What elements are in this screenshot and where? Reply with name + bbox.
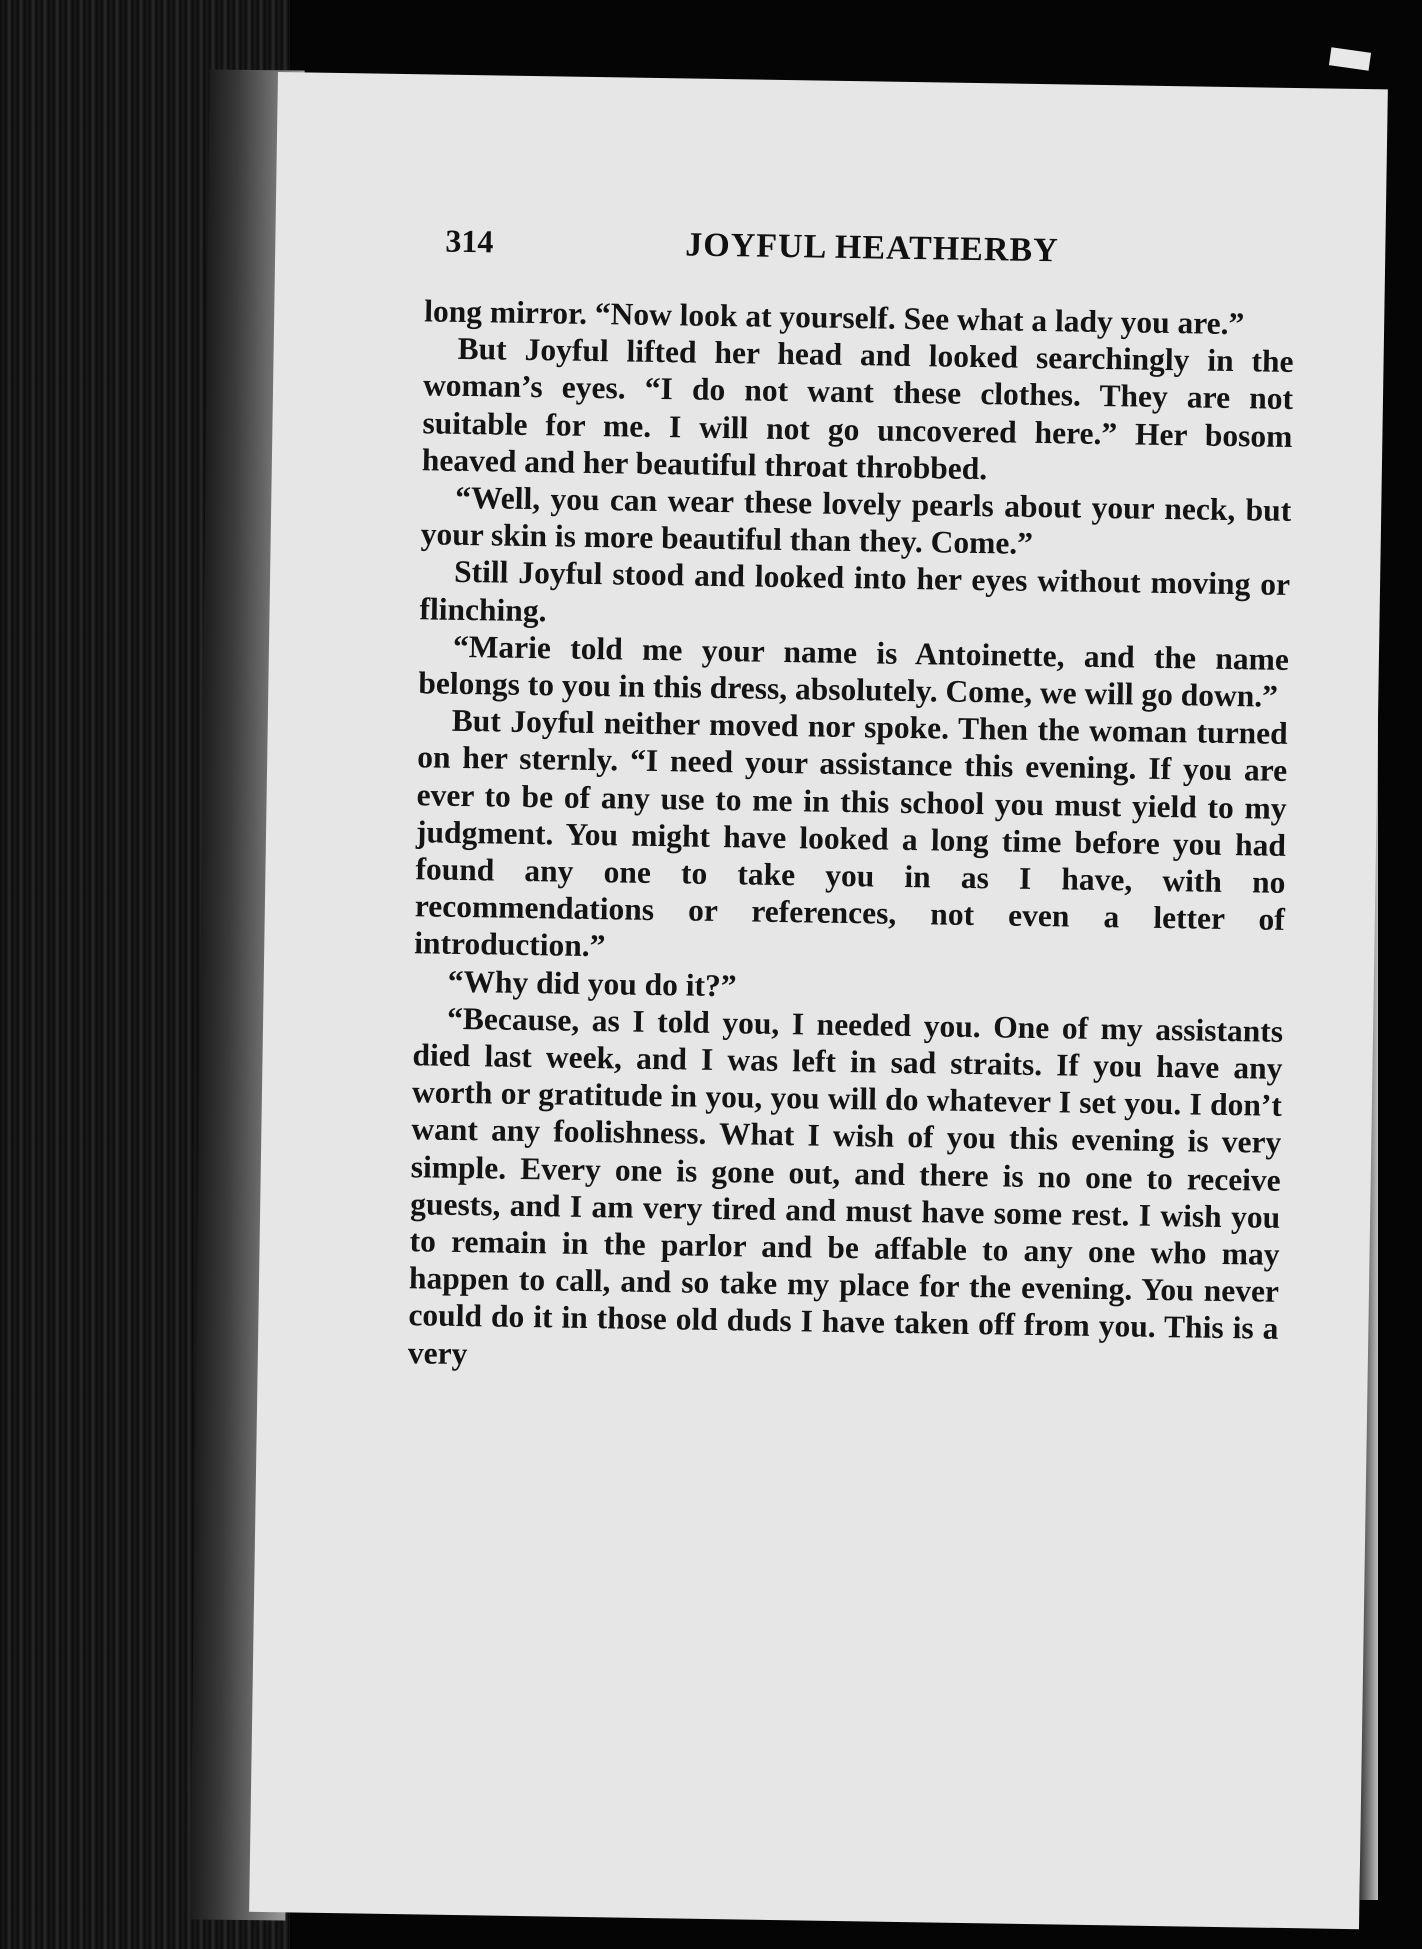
paragraph: long mirror. “Now look at yourself. See what a lady you are.” — [423, 293, 1245, 342]
paragraph: “Well, you can wear these lovely pearls about your neck, but your skin is more beautiful than they. Come.” — [420, 479, 1292, 562]
book-title: JOYFUL HEATHERBY — [685, 226, 1059, 270]
book-page — [249, 72, 1388, 1929]
paragraph: “Because, as I told you, I needed you. One of my assistants died last week, and I was left in sad straits. If you have any worth or gratitude in you, you will do whatever I set you. I don’t want any foolishness. What I wish of you this evening is very simple. Every one is gone out, and there is no one to receive guests, and I am very tired and must have some rest. I wish you to remain in the parlor and be affable to any one who may happen to call, and so take my place for the evening. You never could do it in those old duds I have taken off from you. This is a very — [407, 1000, 1284, 1371]
page-number: 314 — [445, 222, 494, 260]
running-head — [445, 223, 1276, 286]
paragraph: “Why did you do it?” — [447, 963, 737, 1003]
paragraph: But Joyful lifted her head and looked searchingly in the woman’s eyes. “I do not want these clothes. They are not suitable for me. I will not go uncovered here.” Her bosom heaved and her beautiful throat throbbed. — [421, 331, 1294, 486]
paragraph: But Joyful neither moved nor spoke. Then the woman turned on her sternly. “I need your assistance this evening. If you are ever to be of any use to me in this school you must yield to my judgment. You might have looked a long time before you had found any one to take you in as I have, with no recommendations or references, not even a letter of introduction.” — [414, 703, 1289, 964]
paragraph: “Marie told me your name is Antoinette, and the name belongs to you in this dress, absolutely. Come, we will go down.” — [418, 628, 1290, 714]
body-text — [408, 292, 1295, 1384]
paragraph: Still Joyful stood and looked into her eyes without moving or flinching. — [419, 554, 1291, 628]
